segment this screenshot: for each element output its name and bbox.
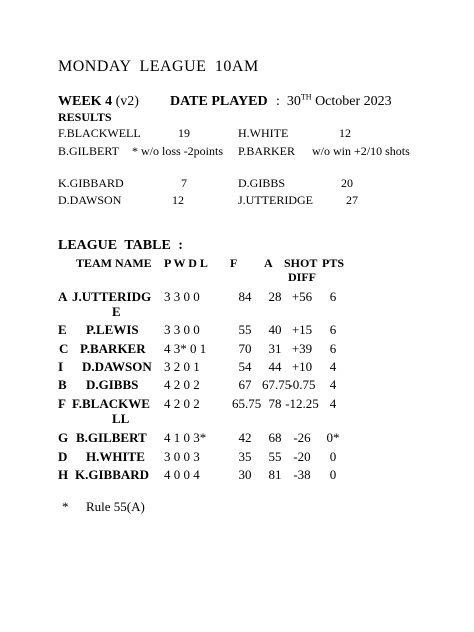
row-points: 4 bbox=[329, 359, 337, 374]
week-info bbox=[58, 94, 139, 110]
row-pwdl: 3 0 0 3 bbox=[164, 449, 200, 464]
row-pwdl: 3 3 0 0 bbox=[164, 322, 200, 337]
row-against: 67.75 bbox=[262, 377, 292, 392]
result-home-score: 19 bbox=[178, 126, 190, 140]
row-points: 4 bbox=[329, 377, 337, 392]
row-for: 42 bbox=[238, 430, 252, 445]
row-against: 31 bbox=[268, 341, 282, 356]
row-for: 55 bbox=[238, 322, 252, 337]
footnote-text: Rule 55(A) bbox=[86, 499, 145, 514]
header-pts: PTS bbox=[322, 256, 345, 270]
row-against: 55 bbox=[268, 449, 282, 464]
row-pwdl: 3 2 0 1 bbox=[164, 359, 200, 374]
header-pwdl: P W D L bbox=[164, 256, 208, 270]
result-away-team: H.WHITE bbox=[238, 126, 289, 140]
row-shot-diff: -38 bbox=[293, 467, 311, 482]
row-points: 6 bbox=[329, 322, 337, 337]
date-colon: : bbox=[276, 94, 280, 109]
row-points: 6 bbox=[329, 289, 337, 304]
row-team-name: D.DAWSON bbox=[82, 359, 152, 374]
row-rink-letter: I bbox=[58, 359, 64, 374]
date-suffix: TH bbox=[300, 92, 312, 102]
row-rink-letter: A bbox=[58, 289, 68, 304]
row-shot-diff: +15 bbox=[291, 322, 313, 337]
footnote-marker: * bbox=[62, 499, 69, 514]
row-points: 0* bbox=[326, 430, 340, 445]
row-team-name: J.UTTERIDG bbox=[72, 289, 152, 304]
result-home-team: D.DAWSON bbox=[58, 193, 122, 207]
row-team-name: B.GILBERT bbox=[76, 430, 147, 445]
row-against: 28 bbox=[268, 289, 282, 304]
row-team-name: H.WHITE bbox=[86, 449, 145, 464]
result-away-score: 27 bbox=[346, 193, 358, 207]
row-against: 81 bbox=[268, 467, 282, 482]
row-pwdl: 3 3 0 0 bbox=[164, 289, 200, 304]
date-value bbox=[276, 94, 392, 110]
header-team-name: TEAM NAME bbox=[76, 256, 152, 270]
header-for: F bbox=[230, 256, 238, 270]
row-shot-diff: +10 bbox=[291, 359, 313, 374]
row-rink-letter: G bbox=[58, 430, 69, 445]
row-against: 68 bbox=[268, 430, 282, 445]
row-for: 35 bbox=[238, 449, 252, 464]
row-points: 0 bbox=[329, 449, 337, 464]
week-version: (v2) bbox=[112, 94, 139, 109]
date-label: DATE PLAYED bbox=[170, 94, 268, 109]
row-for: 84 bbox=[238, 289, 252, 304]
result-away-score: 12 bbox=[339, 126, 351, 140]
date-rest: October 2023 bbox=[311, 94, 392, 109]
page-title: MONDAY LEAGUE 10AM bbox=[58, 58, 259, 75]
result-home-team: F.BLACKWELL bbox=[58, 126, 141, 140]
row-rink-letter: E bbox=[58, 322, 67, 337]
row-for: 54 bbox=[238, 359, 252, 374]
row-team-name: F.BLACKWE bbox=[72, 396, 150, 411]
row-team-name: P.LEWIS bbox=[86, 322, 139, 337]
row-for: 67 bbox=[238, 377, 252, 392]
row-for: 30 bbox=[238, 467, 252, 482]
league-table-title: LEAGUE TABLE : bbox=[58, 238, 183, 253]
row-rink-letter: C bbox=[59, 341, 69, 356]
row-pwdl: 4 2 0 2 bbox=[164, 377, 200, 392]
result-home-score: 7 bbox=[181, 176, 187, 190]
result-away-team: P.BARKER bbox=[238, 144, 296, 158]
row-shot-diff: -26 bbox=[293, 430, 311, 445]
row-against: 44 bbox=[268, 359, 282, 374]
row-team-name: D.GIBBS bbox=[86, 377, 139, 392]
row-pwdl: 4 2 0 2 bbox=[164, 396, 200, 411]
row-pwdl: 4 1 0 3* bbox=[164, 430, 207, 445]
row-team-name: K.GIBBARD bbox=[75, 467, 150, 482]
row-for: 65.75 bbox=[232, 396, 262, 411]
row-pwdl: 4 0 0 4 bbox=[164, 467, 200, 482]
row-rink-letter: H bbox=[58, 467, 69, 482]
result-home-note: * w/o loss -2points bbox=[132, 144, 224, 158]
results-label: RESULTS bbox=[58, 110, 112, 124]
row-points: 6 bbox=[329, 341, 337, 356]
result-home-team: K.GIBBARD bbox=[58, 176, 124, 190]
date-played-label bbox=[170, 94, 268, 110]
row-rink-letter: F bbox=[58, 396, 66, 411]
result-away-score: 20 bbox=[341, 176, 353, 190]
row-shot-diff: -20 bbox=[293, 449, 311, 464]
row-against: 40 bbox=[268, 322, 282, 337]
row-team-name-wrap: LL bbox=[112, 411, 130, 426]
header-shot: SHOT bbox=[284, 256, 318, 270]
row-team-name: P.BARKER bbox=[80, 341, 146, 356]
result-home-team: B.GILBERT bbox=[58, 144, 119, 158]
row-for: 70 bbox=[238, 341, 252, 356]
result-home-score: 12 bbox=[172, 193, 184, 207]
header-against: A bbox=[264, 256, 273, 270]
date-day: 30 bbox=[286, 94, 301, 109]
row-against: 78 bbox=[268, 396, 282, 411]
row-shot-diff: -12.25 bbox=[285, 396, 319, 411]
header-diff: DIFF bbox=[288, 270, 316, 284]
row-shot-diff: +39 bbox=[291, 341, 313, 356]
row-rink-letter: D bbox=[58, 449, 68, 464]
row-team-name-wrap: E bbox=[112, 304, 121, 319]
result-away-team: D.GIBBS bbox=[238, 176, 286, 190]
week-label: WEEK 4 bbox=[58, 94, 113, 109]
row-rink-letter: B bbox=[58, 377, 67, 392]
result-away-note: w/o win +2/10 shots bbox=[312, 144, 410, 158]
row-pwdl: 4 3* 0 1 bbox=[164, 341, 207, 356]
result-away-team: J.UTTERIDGE bbox=[238, 193, 313, 207]
row-shot-diff: +56 bbox=[291, 289, 313, 304]
row-shot-diff: -0.75 bbox=[288, 377, 316, 392]
row-points: 0 bbox=[329, 467, 337, 482]
row-points: 4 bbox=[329, 396, 337, 411]
